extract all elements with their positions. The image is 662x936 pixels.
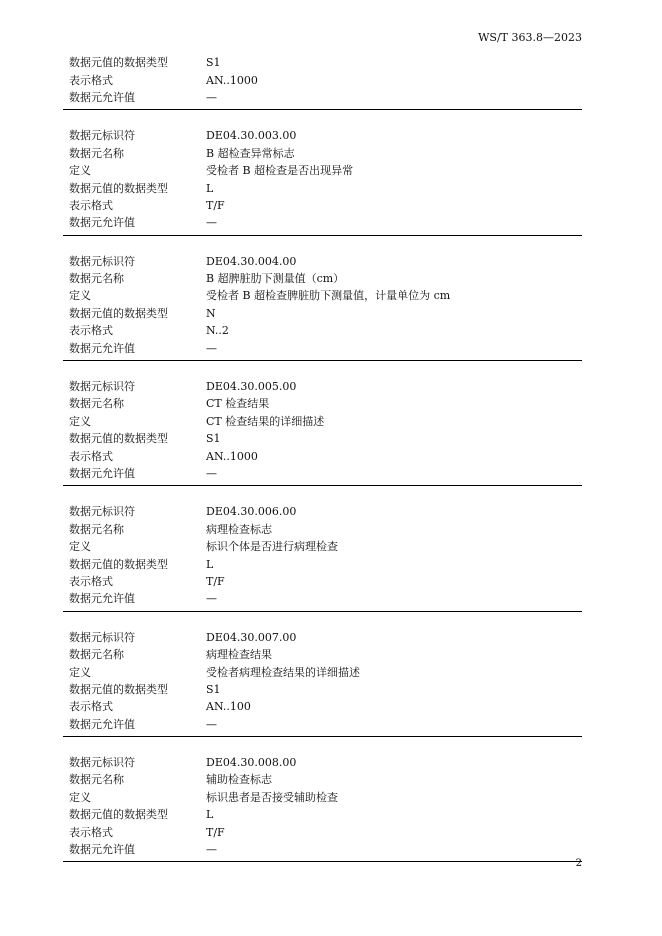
- data-element-block: [63, 503, 582, 611]
- attribute-label: 数据元名称: [69, 773, 124, 787]
- attribute-label: 数据元标识符: [69, 254, 135, 268]
- attribute-row: [63, 253, 582, 270]
- data-element-block: [63, 127, 582, 235]
- attribute-row: [63, 339, 582, 356]
- data-element-list: [63, 54, 582, 879]
- attribute-value: DE04.30.005.00: [206, 380, 297, 394]
- attribute-label: 表示格式: [69, 574, 113, 588]
- attribute-row: [63, 162, 582, 179]
- attribute-value: DE04.30.004.00: [206, 254, 297, 268]
- attribute-label: 数据元允许值: [69, 843, 135, 857]
- attribute-value: DE04.30.008.00: [206, 756, 297, 770]
- attribute-value: B 超脾脏肋下测量值（cm）: [206, 272, 345, 286]
- attribute-label: 数据元允许值: [69, 216, 135, 230]
- attribute-value: 受检者 B 超检查脾脏肋下测量值，计量单位为 cm: [206, 289, 451, 303]
- attribute-row: [63, 590, 582, 607]
- attribute-value: 标识个体是否进行病理检查: [206, 540, 338, 554]
- attribute-label: 数据元名称: [69, 648, 124, 662]
- attribute-row: [63, 538, 582, 555]
- attribute-value: —: [206, 216, 217, 230]
- attribute-label: 表示格式: [69, 449, 113, 463]
- attribute-label: 数据元允许值: [69, 90, 135, 104]
- attribute-value: S1: [206, 432, 221, 446]
- attribute-label: 定义: [69, 414, 91, 428]
- attribute-value: —: [206, 467, 217, 480]
- attribute-row: [63, 503, 582, 520]
- attribute-value: 病理检查标志: [206, 522, 272, 536]
- attribute-value: L: [206, 181, 214, 195]
- attribute-label: 表示格式: [69, 700, 113, 714]
- attribute-value: 辅助检查标志: [206, 773, 272, 787]
- attribute-row: [63, 573, 582, 590]
- attribute-label: 数据元标识符: [69, 505, 135, 519]
- attribute-label: 数据元标识符: [69, 630, 135, 644]
- data-element-block: [63, 54, 582, 110]
- attribute-label: 数据元值的数据类型: [69, 432, 168, 446]
- attribute-row: [63, 287, 582, 304]
- attribute-value: L: [206, 557, 214, 571]
- attribute-row: [63, 447, 582, 464]
- attribute-value: AN..1000: [206, 73, 258, 87]
- attribute-row: [63, 54, 582, 71]
- attribute-value: B 超检查异常标志: [206, 146, 295, 160]
- data-element-block: [63, 253, 582, 361]
- attribute-row: [63, 145, 582, 162]
- attribute-row: [63, 681, 582, 698]
- attribute-label: 数据元值的数据类型: [69, 682, 168, 696]
- attribute-row: [63, 698, 582, 715]
- attribute-row: [63, 71, 582, 88]
- attribute-row: [63, 806, 582, 823]
- data-element-block: [63, 754, 582, 862]
- attribute-row: [63, 754, 582, 771]
- attribute-value: T/F: [206, 825, 225, 839]
- attribute-value: CT 检查结果的详细描述: [206, 414, 325, 428]
- attribute-value: S1: [206, 682, 221, 696]
- attribute-row: [63, 305, 582, 322]
- attribute-label: 数据元名称: [69, 397, 124, 411]
- attribute-label: 数据元标识符: [69, 756, 135, 770]
- attribute-label: 表示格式: [69, 825, 113, 839]
- attribute-value: AN..100: [206, 700, 251, 714]
- attribute-value: 受检者病理检查结果的详细描述: [206, 665, 360, 679]
- attribute-label: 数据元允许值: [69, 592, 135, 606]
- attribute-label: 数据元名称: [69, 522, 124, 536]
- attribute-row: [63, 322, 582, 339]
- attribute-label: 数据元允许值: [69, 717, 135, 731]
- attribute-value: N..2: [206, 324, 229, 338]
- attribute-value: S1: [206, 56, 221, 70]
- attribute-label: 数据元标识符: [69, 129, 135, 143]
- attribute-row: [63, 841, 582, 858]
- attribute-label: 数据元允许值: [69, 467, 135, 480]
- attribute-value: DE04.30.007.00: [206, 630, 297, 644]
- attribute-row: [63, 197, 582, 214]
- attribute-row: [63, 127, 582, 144]
- attribute-label: 数据元值的数据类型: [69, 181, 168, 195]
- attribute-value: DE04.30.006.00: [206, 505, 297, 519]
- attribute-label: 定义: [69, 665, 91, 679]
- attribute-value: 受检者 B 超检查是否出现异常: [206, 164, 354, 178]
- attribute-value: —: [206, 592, 217, 606]
- attribute-row: [63, 555, 582, 572]
- attribute-value: N: [206, 306, 216, 320]
- attribute-label: 表示格式: [69, 73, 113, 87]
- page-number: 2: [575, 858, 582, 869]
- attribute-row: [63, 465, 582, 482]
- attribute-row: [63, 430, 582, 447]
- data-element-block: [63, 378, 582, 486]
- attribute-label: 数据元允许值: [69, 341, 135, 355]
- standard-code: WS/T 363.8—2023: [478, 31, 582, 44]
- attribute-row: [63, 89, 582, 106]
- attribute-row: [63, 270, 582, 287]
- attribute-row: [63, 395, 582, 412]
- attribute-value: AN..1000: [206, 449, 258, 463]
- attribute-row: [63, 789, 582, 806]
- attribute-value: DE04.30.003.00: [206, 129, 297, 143]
- attribute-row: [63, 413, 582, 430]
- attribute-value: —: [206, 90, 217, 104]
- attribute-label: 定义: [69, 540, 91, 554]
- attribute-label: 数据元值的数据类型: [69, 306, 168, 320]
- attribute-value: —: [206, 341, 217, 355]
- attribute-row: [63, 179, 582, 196]
- attribute-value: —: [206, 843, 217, 857]
- attribute-label: 数据元值的数据类型: [69, 808, 168, 822]
- attribute-label: 数据元标识符: [69, 380, 135, 394]
- attribute-value: 病理检查结果: [206, 648, 272, 662]
- attribute-label: 数据元名称: [69, 272, 124, 286]
- attribute-value: L: [206, 808, 214, 822]
- attribute-row: [63, 823, 582, 840]
- attribute-label: 数据元值的数据类型: [69, 56, 168, 70]
- attribute-label: 定义: [69, 790, 91, 804]
- attribute-row: [63, 663, 582, 680]
- attribute-value: —: [206, 717, 217, 731]
- attribute-value: CT 检查结果: [206, 397, 270, 411]
- attribute-row: [63, 214, 582, 231]
- attribute-row: [63, 629, 582, 646]
- attribute-label: 数据元名称: [69, 146, 124, 160]
- attribute-label: 定义: [69, 289, 91, 303]
- attribute-row: [63, 378, 582, 395]
- attribute-label: 表示格式: [69, 198, 113, 212]
- attribute-value: T/F: [206, 574, 225, 588]
- attribute-label: 定义: [69, 164, 91, 178]
- attribute-label: 表示格式: [69, 324, 113, 338]
- attribute-row: [63, 771, 582, 788]
- attribute-row: [63, 521, 582, 538]
- attribute-row: [63, 646, 582, 663]
- attribute-value: 标识患者是否接受辅助检查: [206, 790, 338, 804]
- attribute-value: T/F: [206, 198, 225, 212]
- data-element-block: [63, 629, 582, 737]
- attribute-row: [63, 716, 582, 733]
- attribute-label: 数据元值的数据类型: [69, 557, 168, 571]
